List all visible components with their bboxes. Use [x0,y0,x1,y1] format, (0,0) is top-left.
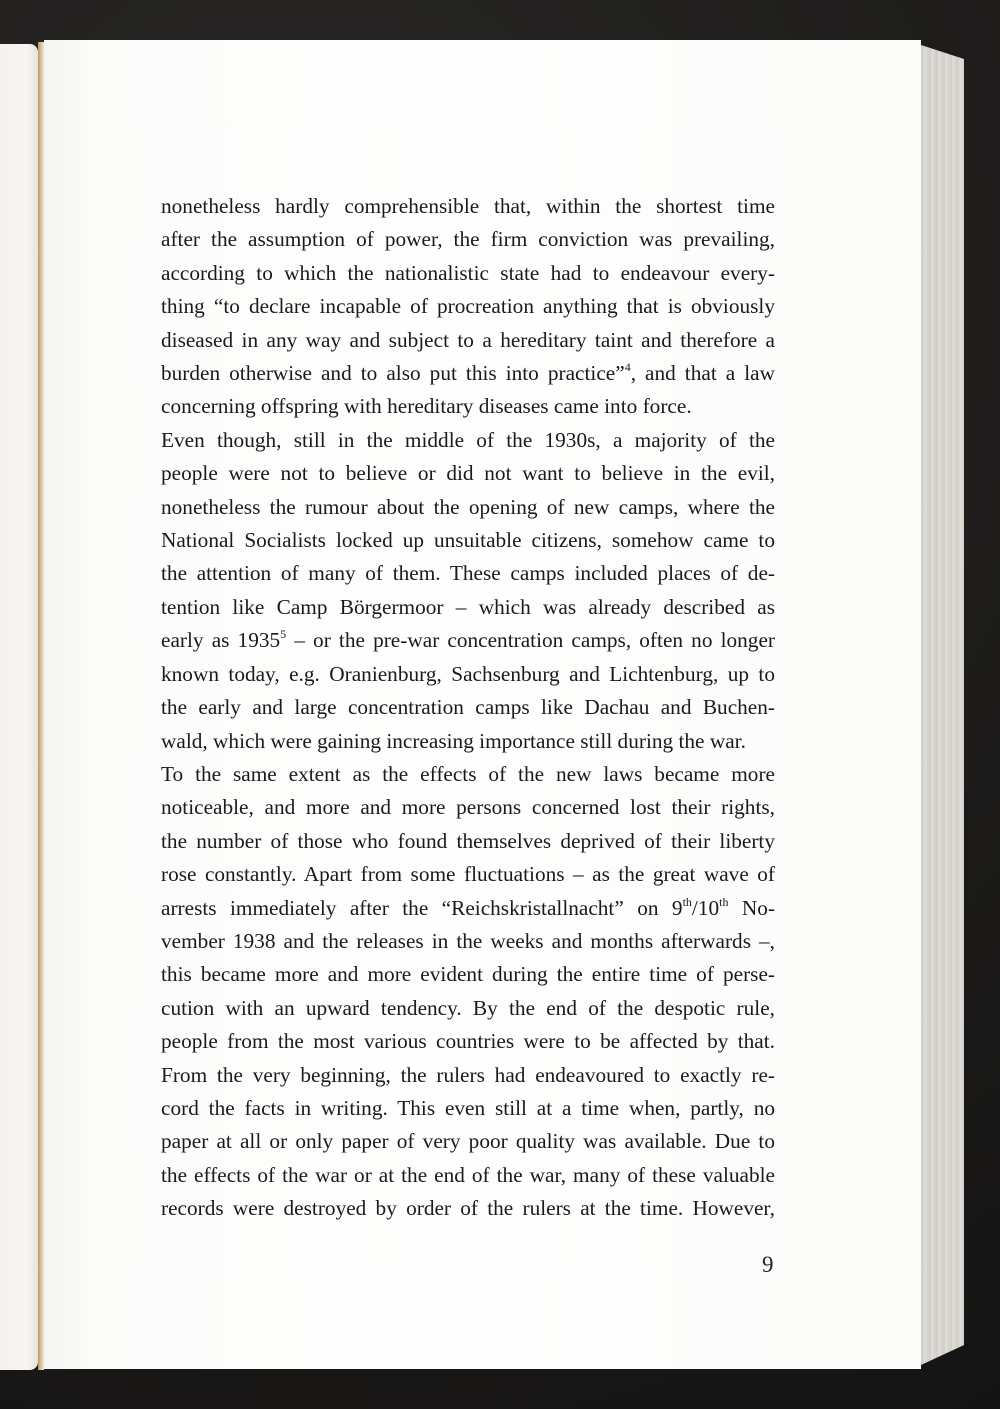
text-line: diseased in any way and subject to a hereditary taint and therefore a [161,327,775,352]
text-line: people from the most various countries were to be affected by that. [161,1029,775,1054]
text-line: the effects of the war or at the end of the war, many of these valuable [161,1162,775,1187]
footnote-ref-5[interactable]: 5 [280,627,287,642]
text-line: vember 1938 and the releases in the weeks and months afterwards –, [161,928,775,953]
body-text [161,190,775,1226]
text-line: From the very beginning, the rulers had endeavoured to exactly re- [161,1062,775,1087]
text-line: cord the facts in writing. This even still at a time when, partly, no [161,1095,775,1120]
text-line: nonetheless the rumour about the opening of new camps, where the [161,494,775,519]
paragraph-3 [161,758,775,1226]
text-line: tention like Camp Börgermoor – which was already described as [161,594,775,619]
text-line: people were not to believe or did not want to believe in the evil, [161,461,775,486]
text-line: burden otherwise and to also put this into practice”$^4$, and that a law [161,360,775,386]
text-line: the number of those who found themselves deprived of their liberty [161,828,775,853]
facing-page-edge [0,44,38,1370]
text-line: rose constantly. Apart from some fluctuations – as the great wave of [161,862,775,887]
text-line: To the same extent as the effects of the new laws became more [161,761,775,786]
text-line: wald, which were gaining increasing importance still during the war. [161,728,746,753]
paragraph-1 [161,190,775,424]
text-line: the early and large concentration camps like Dachau and Buchen- [161,695,775,720]
footnote-ref-4[interactable]: 4 [624,360,631,375]
text-line: concerning offspring with hereditary diseases came into force. [161,394,692,419]
text-line: arrests immediately after the “Reichskristallnacht” on 9th/10th No- [161,894,775,920]
text-line: nonetheless hardly comprehensible that, within the shortest time [161,194,775,218]
text-line: noticeable, and more and more persons concerned lost their rights, [161,795,775,820]
text-line: according to which the nationalistic state had to endeavour every- [161,260,775,285]
text-line: after the assumption of power, the firm conviction was prevailing, [161,227,775,252]
text-line: National Socialists locked up unsuitable citizens, somehow came to [161,528,775,553]
page-number: 9 [762,1252,774,1277]
text-line: Even though, still in the middle of the 1930s, a majority of the [161,427,775,452]
text-line: records were destroyed by order of the rulers at the time. However, [161,1196,775,1221]
text-line: known today, e.g. Oranienburg, Sachsenburg and Lichtenburg, up to [161,661,775,686]
paragraph-2 [161,424,775,758]
text-line: this became more and more evident during the entire time of perse- [161,962,775,987]
text-line: early as 1935$^5$ – or the pre-war concentration camps, often no longer [161,627,776,653]
text-line: the attention of many of them. These camps included places of de- [161,561,775,586]
text-line: cution with an upward tendency. By the end of the despotic rule, [161,995,775,1020]
text-line: thing “to declare incapable of procreation anything that is obviously [161,294,775,319]
text-line: paper at all or only paper of very poor quality was available. Due to [161,1129,775,1154]
page-fore-edge [921,45,964,1365]
